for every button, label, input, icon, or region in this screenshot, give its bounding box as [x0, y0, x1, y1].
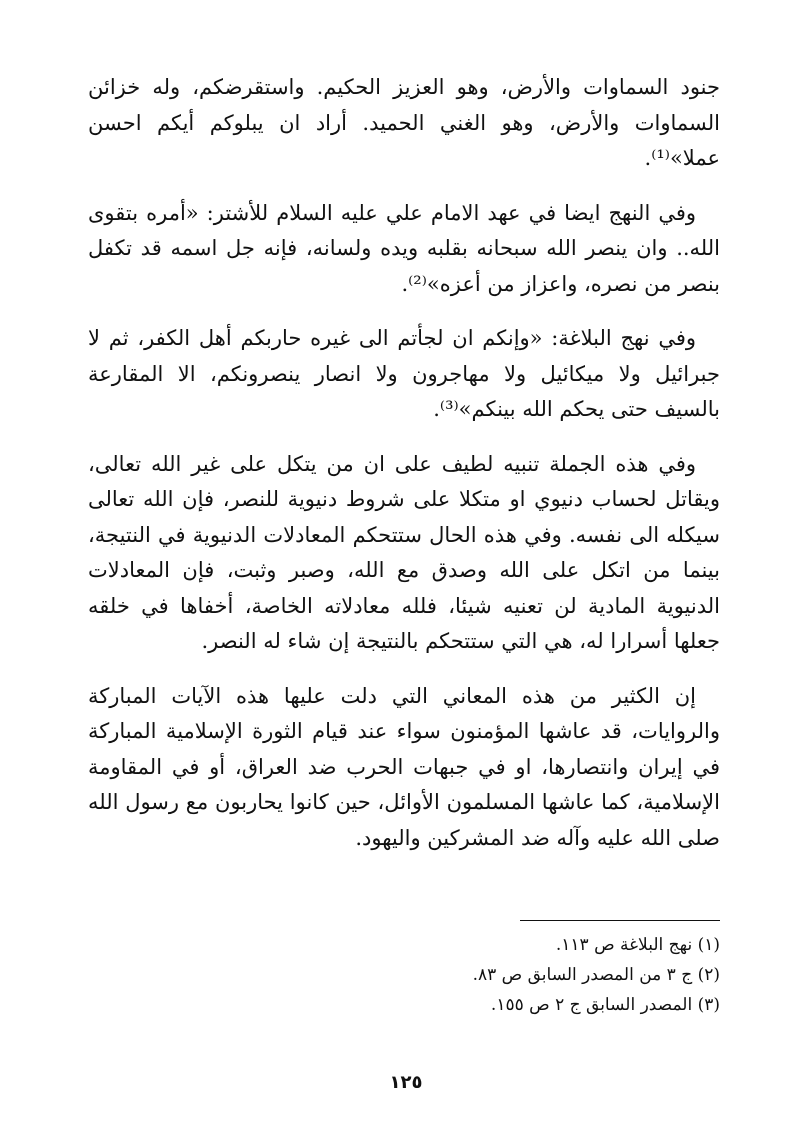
main-text	[88, 70, 720, 875]
paragraph-4: وفي هذه الجملة تنبيه لطيف على ان من يتكل على غير الله تعالى، ويقاتل لحساب دنيوي او متكلا على شروط دنيوية للنصر، فإن الله تعالى سيكله الى نفسه. وفي هذه الحال ستتحكم المعادلات الدنيوية في النتيجة، بينما من اتكل على الله وصدق مع الله، وصبر وثبت، فإن المعادلات الدنيوية المادية لن تعنيه شيئا، فلله معادلاته الخاصة، أخفاها في خلقه جعلها أسرارا له، هي التي ستتحكم بالنتيجة إن شاء له النصر.	[88, 451, 720, 653]
footnote-2: (٢) ج ٣ من المصدر السابق ص ٨٣.	[472, 965, 720, 985]
footnote-separator	[520, 920, 720, 921]
footnote-1: (١) نهج البلاغة ص ١١٣.	[555, 935, 720, 955]
footnote-3: (٣) المصدر السابق ج ٢ ص ١٥٥.	[490, 995, 720, 1015]
paragraph-5: إن الكثير من هذه المعاني التي دلت عليها هذه الآيات المباركة والروايات، قد عاشها المؤمنون سواء عند قيام الثورة الإسلامية المباركة في إيران وانتصارها، او في جبهات الحرب ضد العراق، أو في المقاومة الإسلامية، كما عاشها المسلمون الأوائل، حين كانوا يحاربون مع رسول الله صلى الله عليه وآله ضد المشركين واليهود.	[88, 683, 720, 850]
paragraph-3: وفي نهج البلاغة: «وإنكم ان لجأتم الى غيره حاربكم أهل الكفر، ثم لا جبرائيل ولا ميكائيل ولا مهاجرون ولا انصار ينصرونكم، الا المقارعة بالسيف حتى يحكم الله بينكم»⁽³⁾.	[88, 326, 720, 421]
page-number: ١٢٥	[389, 1072, 423, 1093]
paragraph-1: جنود السماوات والأرض، وهو العزيز الحكيم. واستقرضكم، وله خزائن السماوات والأرض، وهو الغني الحميد. أراد ان يبلوكم أيكم احسن عملا»⁽¹⁾.	[88, 75, 720, 170]
paragraph-2: وفي النهج ايضا في عهد الامام علي عليه السلام للأشتر: «أمره بتقوى الله.. وان ينصر الله سبحانه بقلبه ويده ولسانه، فإنه جل اسمه قد تكفل بنصر من نصره، واعزاز من أعزه»⁽²⁾.	[88, 200, 720, 296]
footnotes	[360, 930, 720, 1020]
